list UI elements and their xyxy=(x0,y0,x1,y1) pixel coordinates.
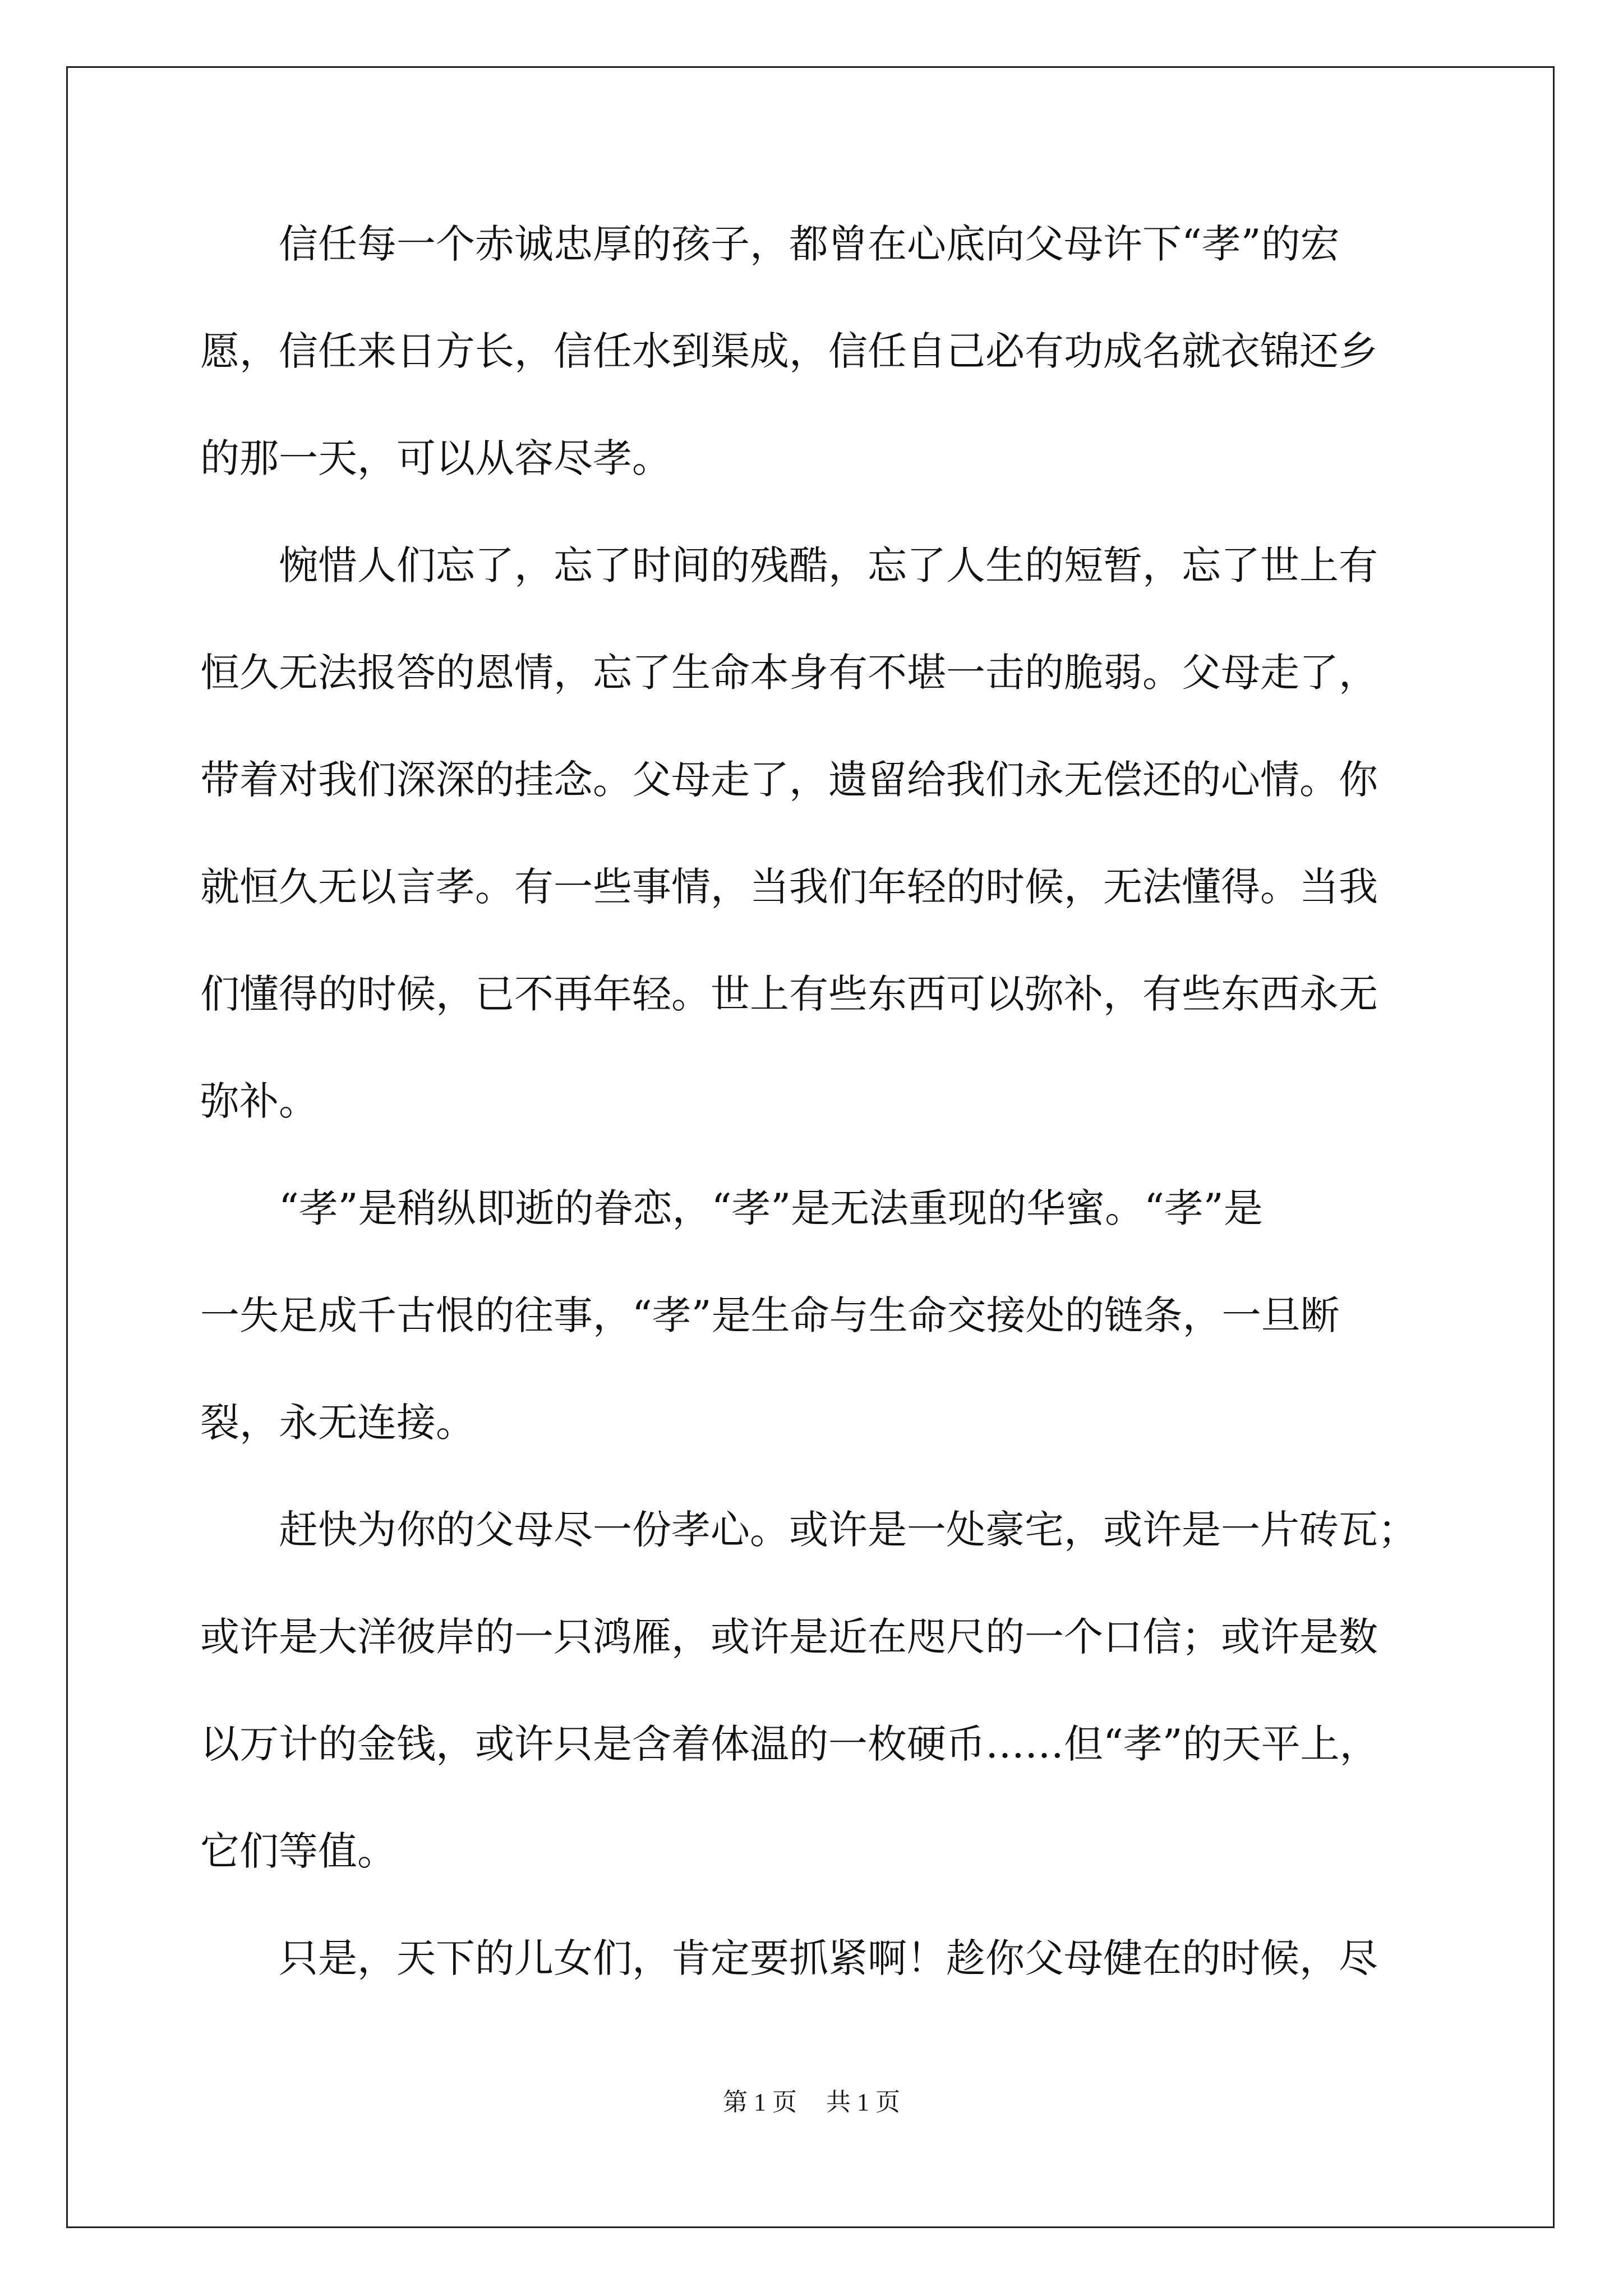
text-line: 愿，信任来日方长，信任水到渠成，信任自己必有功成名就衣锦还乡 xyxy=(200,328,1378,374)
text-line: 赶快为你的父母尽一份孝心。或许是一处豪宅，或许是一片砖瓦； xyxy=(200,1507,1417,1553)
text-line: 就恒久无以言孝。有一些事情，当我们年轻的时候，无法懂得。当我 xyxy=(200,864,1378,910)
text-line: 裂，永无连接。 xyxy=(200,1400,475,1446)
page-border xyxy=(66,66,1555,2228)
text-line: 恒久无法报答的恩情，忘了生命本身有不堪一击的脆弱。父母走了， xyxy=(200,650,1378,696)
page-footer xyxy=(0,2086,1623,2119)
text-line: 只是，天下的儿女们，肯定要抓紧啊！趁你父母健在的时候，尽 xyxy=(200,1935,1378,1981)
page-total: 共 1 页 xyxy=(826,2088,900,2116)
text-line: 它们等值。 xyxy=(200,1828,396,1874)
text-line: 带着对我们深深的挂念。父母走了，遗留给我们永无偿还的心情。你 xyxy=(200,757,1378,803)
text-line: 或许是大洋彼岸的一只鸿雁，或许是近在咫尺的一个口信；或许是数 xyxy=(200,1614,1378,1660)
text-line: 弥补。 xyxy=(200,1078,318,1124)
text-line: 一失足成千古恨的往事，“孝”是生命与生命交接处的链条，一旦断 xyxy=(200,1292,1340,1338)
text-line: 们懂得的时候，已不再年轻。世上有些东西可以弥补，有些东西永无 xyxy=(200,971,1378,1017)
text-line: 以万计的金钱，或许只是含着体温的一枚硬币……但“孝”的天平上， xyxy=(200,1721,1379,1767)
text-line: 信任每一个赤诚忠厚的孩子，都曾在心底向父母许下“孝”的宏 xyxy=(200,221,1340,267)
text-line: “孝”是稍纵即逝的眷恋，“孝”是无法重现的华蜜。“孝”是 xyxy=(200,1185,1263,1231)
text-line: 的那一天，可以从容尽孝。 xyxy=(200,435,671,481)
text-line: 惋惜人们忘了，忘了时间的残酷，忘了人生的短暂，忘了世上有 xyxy=(200,542,1378,588)
page-number: 第 1 页 xyxy=(723,2088,797,2116)
